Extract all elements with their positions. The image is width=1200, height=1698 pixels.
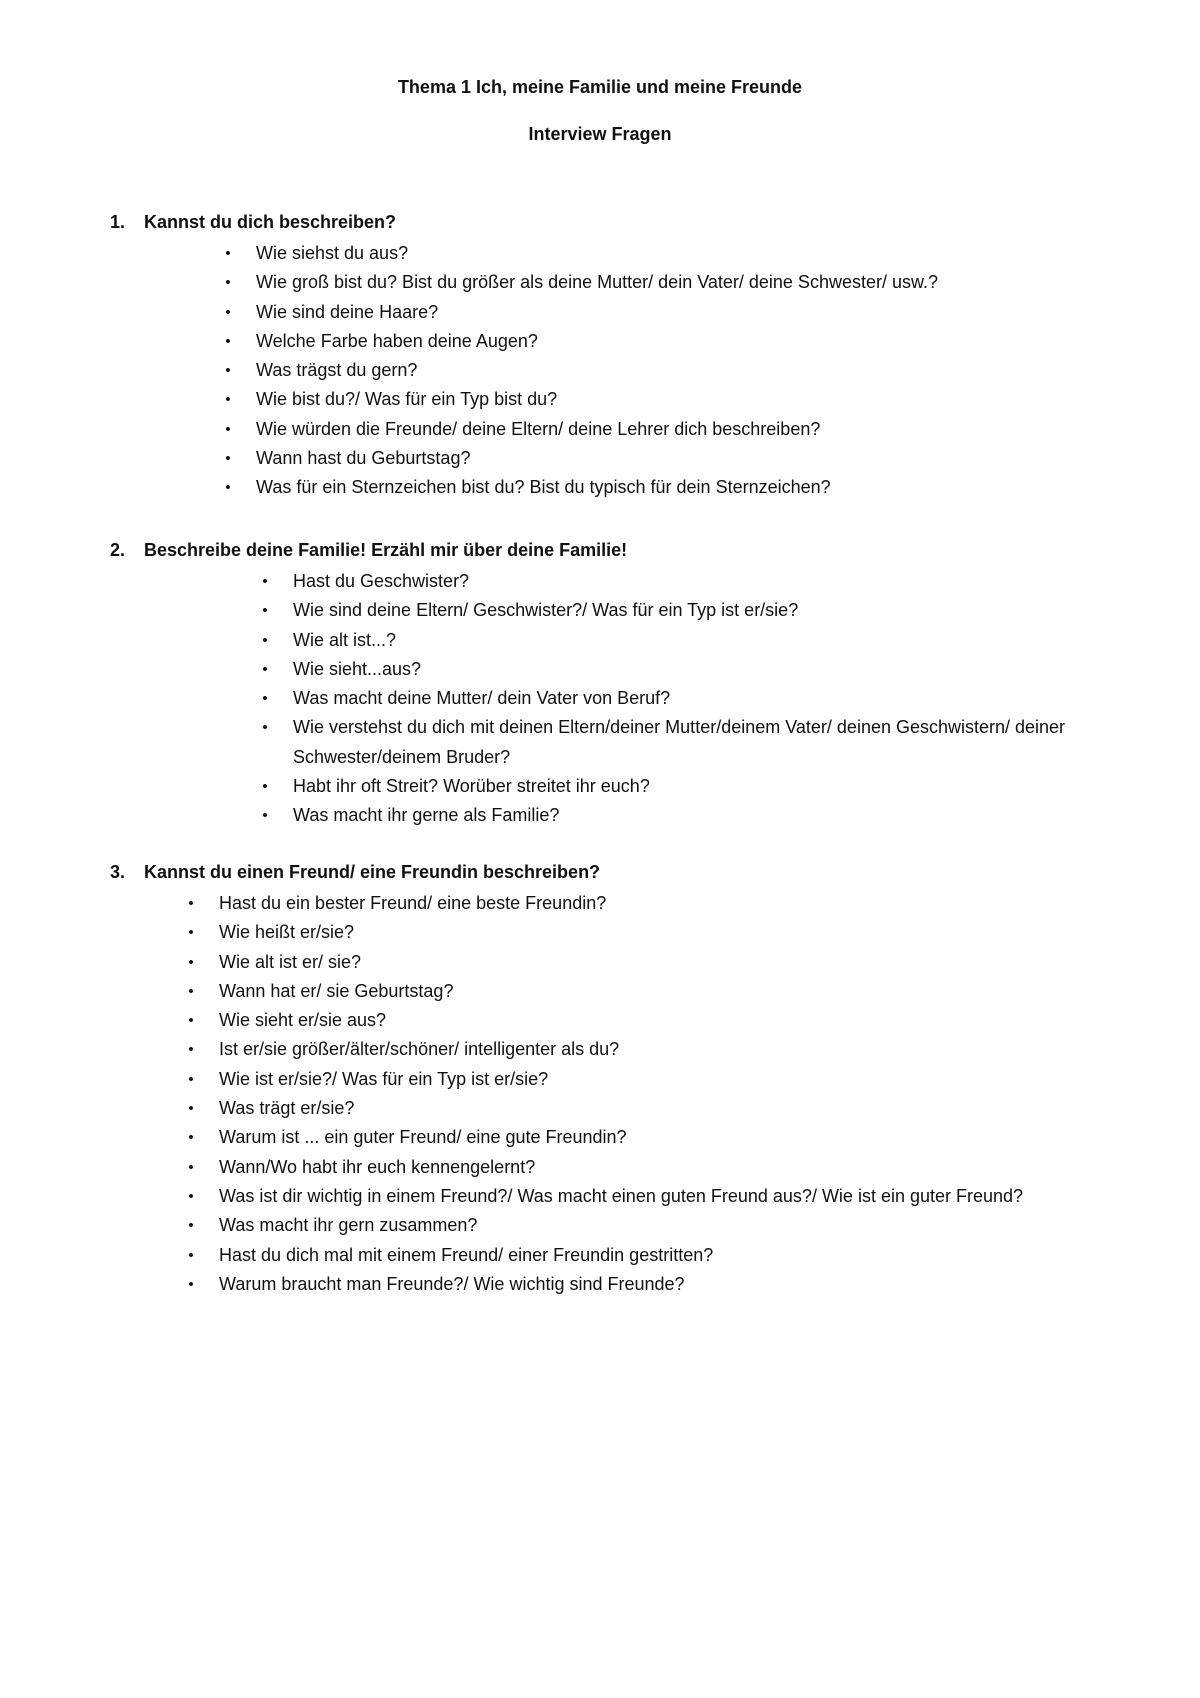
bullet-icon: • — [188, 953, 194, 971]
question-text: Warum ist ... ein guter Freund/ eine gute Freundin? — [219, 1127, 627, 1148]
section-heading-text: Kannst du einen Freund/ eine Freundin beschreiben? — [144, 862, 601, 882]
section-heading — [110, 860, 600, 884]
question-text: Wann/Wo habt ihr euch kennengelernt? — [219, 1156, 536, 1177]
section-number: 1. — [110, 212, 126, 232]
question-text: Habt ihr oft Streit? Worüber streitet ihr euch? — [293, 776, 650, 797]
question-text: Welche Farbe haben deine Augen? — [256, 330, 538, 351]
question-text: Wie würden die Freunde/ deine Eltern/ deine Lehrer dich beschreiben? — [256, 418, 821, 439]
question-item — [225, 298, 938, 327]
bullet-icon: • — [188, 895, 194, 912]
question-text: Was trägst du gern? — [256, 360, 418, 381]
question-item — [188, 1241, 1023, 1270]
bullet-icon: • — [225, 420, 231, 438]
question-text: Wie verstehst du dich mit deinen Eltern/deiner Mutter/deinem Vater/ deinen Geschwistern/ deiner Schwester/deinem Bruder? — [293, 717, 1066, 767]
question-item — [188, 918, 1023, 947]
question-item — [188, 889, 1023, 918]
question-text: Wie siehst du aus? — [256, 243, 409, 263]
bullet-icon: • — [188, 982, 194, 1000]
question-text: Warum braucht man Freunde?/ Wie wichtig sind Freunde? — [219, 1273, 685, 1294]
question-item — [262, 801, 1153, 830]
bullet-icon: • — [262, 690, 268, 708]
bullet-icon: • — [188, 1041, 194, 1059]
question-item — [262, 655, 1153, 684]
question-text: Wann hast du Geburtstag? — [256, 448, 471, 469]
question-text: Wie sieht er/sie aus? — [219, 1010, 387, 1031]
section-number: 3. — [110, 862, 126, 882]
bullet-icon: • — [188, 1246, 194, 1264]
bullet-icon: • — [188, 924, 194, 942]
bullet-icon: • — [188, 1158, 194, 1176]
section-heading — [110, 538, 627, 562]
question-text: Was macht ihr gerne als Familie? — [293, 805, 560, 826]
question-item — [262, 626, 1153, 655]
bullet-icon: • — [225, 362, 231, 380]
question-text: Wie sind deine Haare? — [256, 301, 439, 322]
question-item — [225, 415, 938, 444]
question-item — [188, 977, 1023, 1006]
bullet-icon: • — [225, 332, 231, 350]
question-text: Was macht deine Mutter/ dein Vater von Beruf? — [293, 688, 671, 709]
question-list — [225, 239, 938, 503]
bullet-icon: • — [188, 1012, 194, 1030]
section-heading-text: Kannst du dich beschreiben? — [144, 212, 397, 232]
question-item — [188, 1270, 1023, 1299]
question-text: Wie ist er/sie?/ Was für ein Typ ist er/sie? — [219, 1068, 549, 1089]
section-heading-text: Beschreibe deine Familie! Erzähl mir über deine Familie! — [144, 540, 628, 560]
bullet-icon: • — [262, 660, 268, 678]
question-item — [188, 1035, 1023, 1064]
bullet-icon: • — [188, 1217, 194, 1235]
question-item — [188, 1123, 1023, 1152]
question-list — [188, 889, 1024, 1299]
question-text: Wie sieht...aus? — [293, 658, 422, 679]
question-item — [225, 268, 938, 297]
question-text: Wie heißt er/sie? — [219, 922, 355, 943]
bullet-icon: • — [262, 778, 268, 796]
question-list — [262, 567, 1153, 831]
question-item — [225, 385, 938, 414]
question-item — [262, 567, 1153, 596]
question-item — [262, 772, 1153, 801]
question-text: Wie groß bist du? Bist du größer als deine Mutter/ dein Vater/ deine Schwester/ usw.? — [256, 272, 938, 293]
question-text: Wie alt ist...? — [293, 629, 397, 650]
question-item — [188, 1211, 1023, 1240]
bullet-icon: • — [262, 807, 268, 825]
question-text: Was ist dir wichtig in einem Freund?/ Was macht einen guten Freund aus?/ Wie ist ein guter Freund? — [219, 1185, 1024, 1206]
question-item — [225, 239, 938, 268]
bullet-icon: • — [188, 1100, 194, 1118]
bullet-icon: • — [225, 391, 231, 409]
question-item — [188, 1065, 1023, 1094]
question-text: Hast du Geschwister? — [293, 571, 470, 591]
question-text: Wie bist du?/ Was für ein Typ bist du? — [256, 389, 558, 410]
question-item — [188, 1094, 1023, 1123]
question-text: Ist er/sie größer/älter/schöner/ intelligenter als du? — [219, 1039, 620, 1060]
question-text: Wie alt ist er/ sie? — [219, 951, 362, 972]
bullet-icon: • — [225, 274, 231, 292]
question-text: Hast du ein bester Freund/ eine beste Freundin? — [219, 893, 607, 913]
bullet-icon: • — [188, 1129, 194, 1147]
bullet-icon: • — [262, 631, 268, 649]
section-heading — [110, 210, 396, 234]
bullet-icon: • — [262, 573, 268, 590]
bullet-icon: • — [262, 719, 268, 737]
question-item — [262, 596, 1153, 625]
question-item — [188, 1006, 1023, 1035]
question-text: Was macht ihr gern zusammen? — [219, 1215, 478, 1236]
question-text: Wann hat er/ sie Geburtstag? — [219, 980, 454, 1001]
question-item — [225, 356, 938, 385]
question-text: Was trägt er/sie? — [219, 1098, 355, 1119]
question-item — [262, 684, 1153, 713]
question-item — [188, 1153, 1023, 1182]
bullet-icon: • — [225, 450, 231, 468]
bullet-icon: • — [188, 1070, 194, 1088]
question-item — [188, 1182, 1024, 1211]
bullet-icon: • — [188, 1187, 194, 1205]
question-text: Was für ein Sternzeichen bist du? Bist du typisch für dein Sternzeichen? — [256, 477, 831, 498]
question-item — [225, 327, 938, 356]
document-title: Thema 1 Ich, meine Familie und meine Freunde — [397, 77, 803, 97]
bullet-icon: • — [262, 602, 268, 620]
question-item — [225, 473, 938, 502]
question-text: Wie sind deine Eltern/ Geschwister?/ Was für ein Typ ist er/sie? — [293, 600, 799, 621]
bullet-icon: • — [225, 245, 231, 262]
bullet-icon: • — [225, 479, 231, 497]
document-subtitle: Interview Fragen — [528, 124, 672, 144]
question-item — [262, 713, 1153, 772]
question-item — [188, 948, 1023, 977]
question-item — [225, 444, 938, 473]
bullet-icon: • — [225, 303, 231, 321]
bullet-icon: • — [188, 1275, 194, 1293]
question-text: Hast du dich mal mit einem Freund/ einer Freundin gestritten? — [219, 1244, 714, 1265]
section-number: 2. — [110, 540, 126, 560]
